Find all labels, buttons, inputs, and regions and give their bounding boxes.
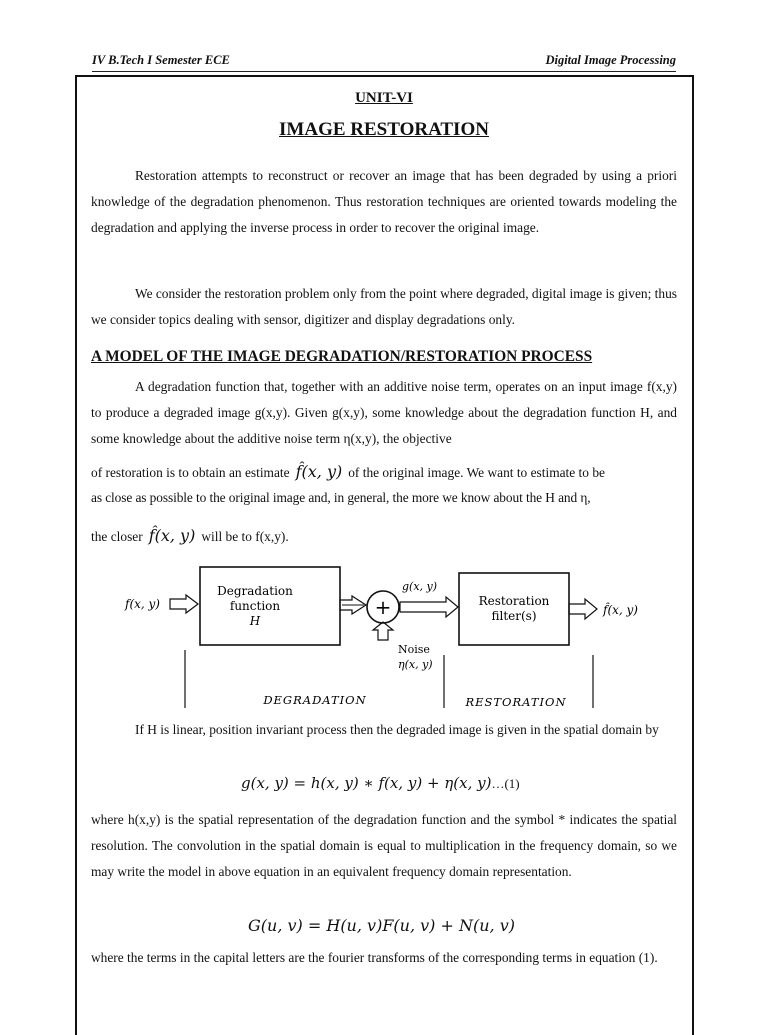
header-course: IV B.Tech I Semester ECE — [92, 53, 230, 67]
sum-to-restoration-arrow — [400, 597, 458, 617]
equation-1 — [241, 774, 520, 792]
equation-1-expression: g(x, y) = h(x, y) ∗ f(x, y) + η(x, y) — [241, 774, 492, 792]
input-arrow — [170, 595, 198, 613]
linear-paragraph: If H is linear, position invariant process then the degraded image is given in the spatial domain by — [135, 722, 659, 737]
page-title: IMAGE RESTORATION — [279, 119, 489, 140]
header-subject: Digital Image Processing — [545, 53, 676, 67]
sum-symbol: + — [374, 595, 392, 619]
diagram-output-label: f̂(x, y) — [603, 603, 638, 617]
close-line: as close as possible to the original image and, in general, the more we know about the H and η, — [91, 490, 591, 505]
restoration-box-line2: filter(s) — [491, 609, 537, 623]
degradation-caption: DEGRADATION — [263, 693, 367, 707]
degradation-box-line2: function — [229, 599, 281, 613]
noise-arrow — [373, 622, 393, 640]
restoration-caption: RESTORATION — [465, 695, 567, 709]
output-arrow — [569, 599, 597, 619]
noise-label: Noise — [398, 643, 430, 656]
noise-symbol: η(x, y) — [398, 658, 433, 671]
degradation-restoration-diagram — [110, 560, 670, 720]
equation-1-number: …(1) — [491, 776, 520, 791]
restoration-box-line1: Restoration — [478, 594, 550, 608]
degradation-box-line3: H — [249, 614, 261, 628]
closer-text-after: will be to f(x,y). — [201, 529, 289, 544]
estimate-line — [91, 462, 677, 481]
final-paragraph: where the terms in the capital letters are the fourier transforms of the corresponding terms in equation (1). — [91, 950, 658, 965]
closer-line — [91, 526, 677, 545]
f-hat-symbol-2: f̂(x, y) — [148, 526, 196, 545]
section-heading: A MODEL OF THE IMAGE DEGRADATION/RESTORATION PROCESS — [91, 348, 593, 365]
estimate-text-before: of restoration is to obtain an estimate — [91, 465, 290, 480]
intro-paragraph-1: Restoration attempts to reconstruct or recover an image that has been degraded by using a priori knowledge of the degradation phenomenon. Thus restoration techniques are oriented towards modeling the degradation and applying the inverse process in order to recover the original image. — [91, 168, 677, 235]
closer-text-before: the closer — [91, 529, 143, 544]
g-label: g(x, y) — [402, 580, 438, 593]
page-header — [92, 53, 676, 72]
estimate-text-after: of the original image. We want to estimate to be — [348, 465, 605, 480]
intro-paragraph-2: We consider the restoration problem only from the point where degraded, digital image is given; thus we consider topics dealing with sensor, digitizer and display degradations only. — [91, 286, 677, 327]
model-paragraph: A degradation function that, together with an additive noise term, operates on an input image f(x,y) to produce a degraded image g(x,y). Given g(x,y), some knowledge about the degradation function H, and some knowledge about the additive noise term η(x,y), the objective — [91, 379, 677, 446]
f-hat-symbol: f̂(x, y) — [295, 462, 343, 481]
diagram-input-label: f(x, y) — [125, 597, 160, 611]
degradation-box-line1: Degradation — [217, 584, 293, 598]
equation-2: G(u, v) = H(u, v)F(u, v) + N(u, v) — [248, 916, 515, 935]
where-paragraph: where h(x,y) is the spatial representation of the degradation function and the symbol * indicates the spatial resolution. The convolution in the spatial domain is equal to multiplication in the frequency domain, so we may write the model in above equation in an equivalent frequency domain representation. — [91, 812, 677, 879]
unit-label: UNIT-VI — [355, 90, 413, 106]
